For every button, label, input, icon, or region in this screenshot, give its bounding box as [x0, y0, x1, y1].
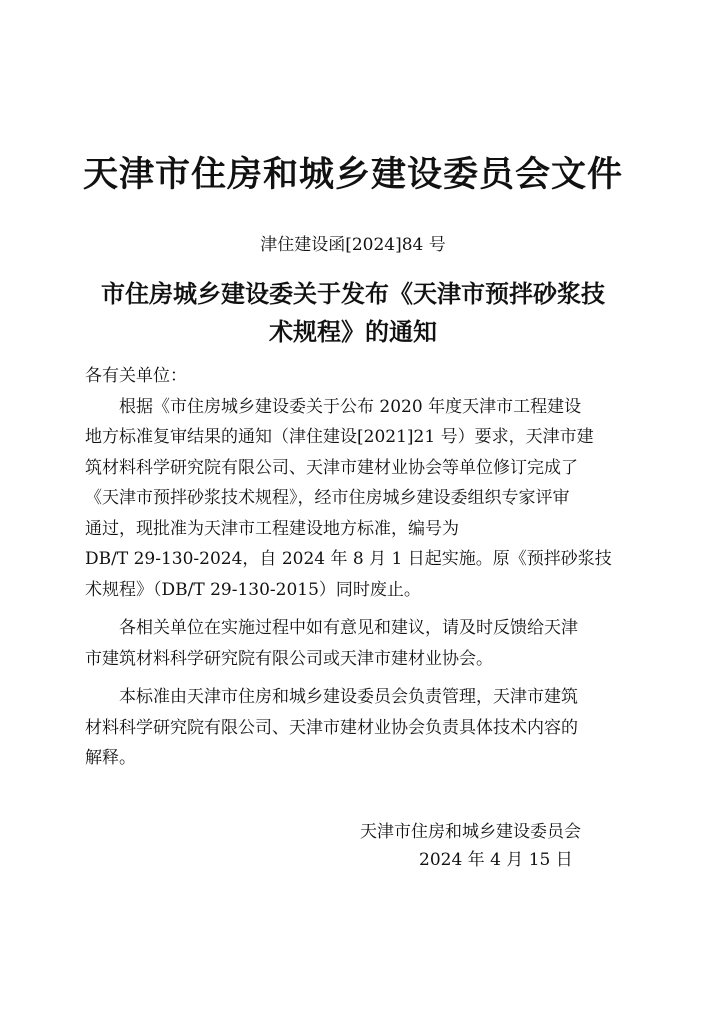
- paragraph-1-line: 地方标准复审结果的通知（津住建设[2021]21 号）要求，天津市建: [85, 427, 594, 447]
- salutation: 各有关单位：: [85, 366, 187, 386]
- paragraph-1-line: DB/T 29-130-2024，自 2024 年 8 月 1 日起实施。原《预拌砂浆技: [85, 549, 612, 569]
- document-header-title: 天津市住房和城乡建设委员会文件: [82, 154, 623, 195]
- paragraph-2-line: 市建筑材料科学研究院有限公司或天津市建材业协会。: [85, 648, 493, 669]
- issuer-signature: 天津市住房和城乡建设委员会: [360, 822, 581, 842]
- paragraph-spacer: [85, 674, 625, 682]
- paragraph-1-line: 术规程》（DB/T 29-130-2015）同时废止。: [85, 579, 421, 600]
- notice-body: [85, 361, 625, 774]
- document-number: 津住建设函[2024]84 号: [260, 235, 446, 255]
- notice-title: [80, 275, 626, 351]
- paragraph-1-line: 《天津市预拌砂浆技术规程》，经市住房城乡建设委组织专家评审: [85, 488, 570, 508]
- paragraph-1-line: 通过，现批准为天津市工程建设地方标准，编号为: [85, 518, 459, 539]
- issue-date: 2024 年 4 月 15 日: [419, 850, 573, 870]
- paragraph-2-line: 各相关单位在实施过程中如有意见和建议，请及时反馈给天津: [119, 618, 578, 638]
- paragraph-3-line: 本标准由天津市住房和城乡建设委员会负责管理，天津市建筑: [119, 687, 578, 707]
- paragraph-3-line: 解释。: [85, 748, 136, 768]
- notice-title-line-1: 市住房城乡建设委关于发布《天津市预拌砂浆技: [101, 279, 605, 308]
- paragraph-3-line: 材料科学研究院有限公司、天津市建材业协会负责具体技术内容的: [85, 717, 578, 738]
- paragraph-spacer: [85, 605, 625, 613]
- notice-title-line-2: 术规程》的通知: [269, 317, 437, 346]
- paragraph-1-line: 根据《市住房城乡建设委关于公布 2020 年度天津市工程建设: [119, 396, 582, 417]
- paragraph-1-line: 筑材料科学研究院有限公司、天津市建材业协会等单位修订完成了: [85, 457, 578, 478]
